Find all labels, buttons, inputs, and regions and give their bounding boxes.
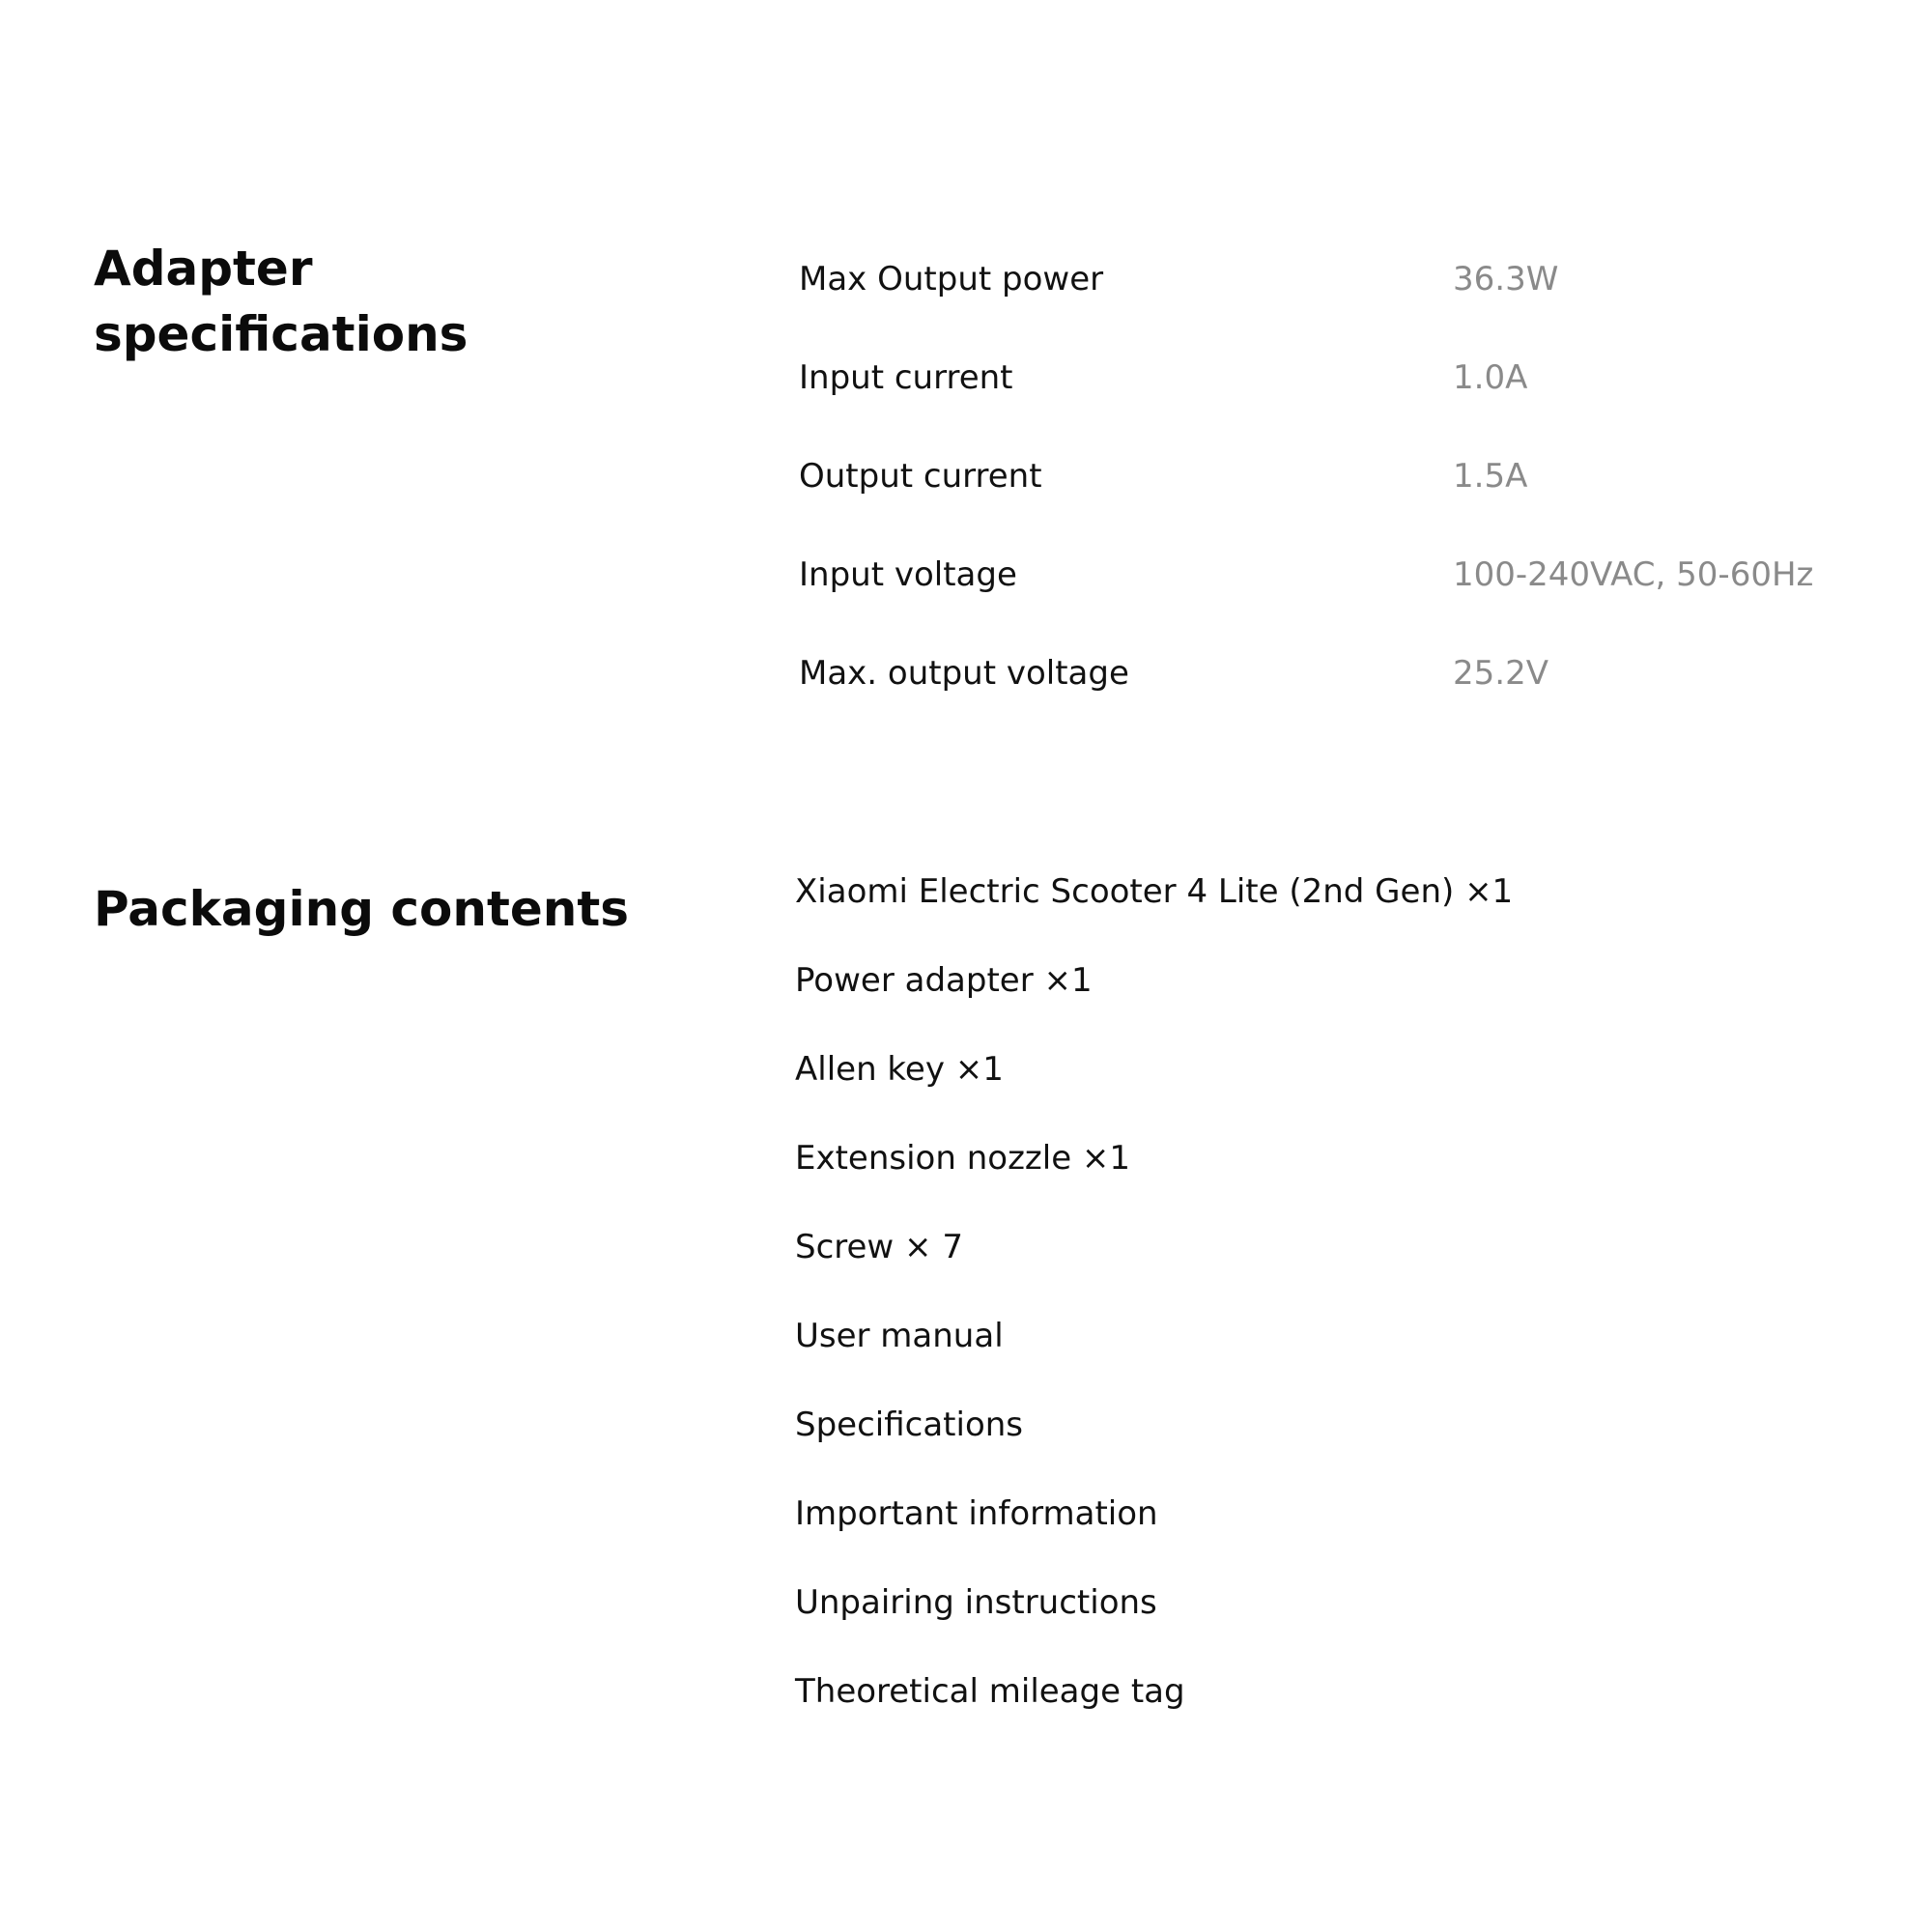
adapter-specifications-section <box>0 232 1932 753</box>
list-item: Allen key ×1 <box>795 1050 1004 1089</box>
list-item: User manual <box>795 1317 1004 1355</box>
packaging-contents-section <box>0 865 1932 1734</box>
spec-label: Input voltage <box>799 555 1017 594</box>
list-item: Xiaomi Electric Scooter 4 Lite (2nd Gen) ×1 <box>795 872 1514 911</box>
adapter-specifications-heading: Adapter specifications <box>94 241 469 362</box>
packaging-contents-heading: Packaging contents <box>94 881 630 937</box>
adapter-specifications-table <box>799 260 1861 753</box>
spec-row <box>799 654 1861 753</box>
list-item: Important information <box>795 1494 1158 1533</box>
packaging-contents-list <box>795 865 1513 1753</box>
spec-label: Input current <box>799 358 1013 397</box>
list-item: Power adapter ×1 <box>795 961 1093 1000</box>
spec-row <box>799 260 1861 358</box>
spec-value: 36.3W <box>1453 260 1559 298</box>
list-item: Unpairing instructions <box>795 1583 1157 1622</box>
list-item: Extension nozzle ×1 <box>795 1139 1131 1178</box>
spec-value: 25.2V <box>1453 654 1548 693</box>
spec-label: Max Output power <box>799 260 1104 298</box>
spec-value: 1.5A <box>1453 457 1528 496</box>
spec-label: Max. output voltage <box>799 654 1129 693</box>
spec-row <box>799 457 1861 555</box>
spec-row <box>799 358 1861 457</box>
spec-label: Output current <box>799 457 1042 496</box>
list-item: Specifications <box>795 1406 1024 1444</box>
spec-value: 1.0A <box>1453 358 1528 397</box>
spec-row <box>799 555 1861 654</box>
list-item: Screw × 7 <box>795 1228 963 1266</box>
spec-value: 100-240VAC, 50-60Hz <box>1453 555 1814 594</box>
list-item: Theoretical mileage tag <box>795 1672 1185 1711</box>
